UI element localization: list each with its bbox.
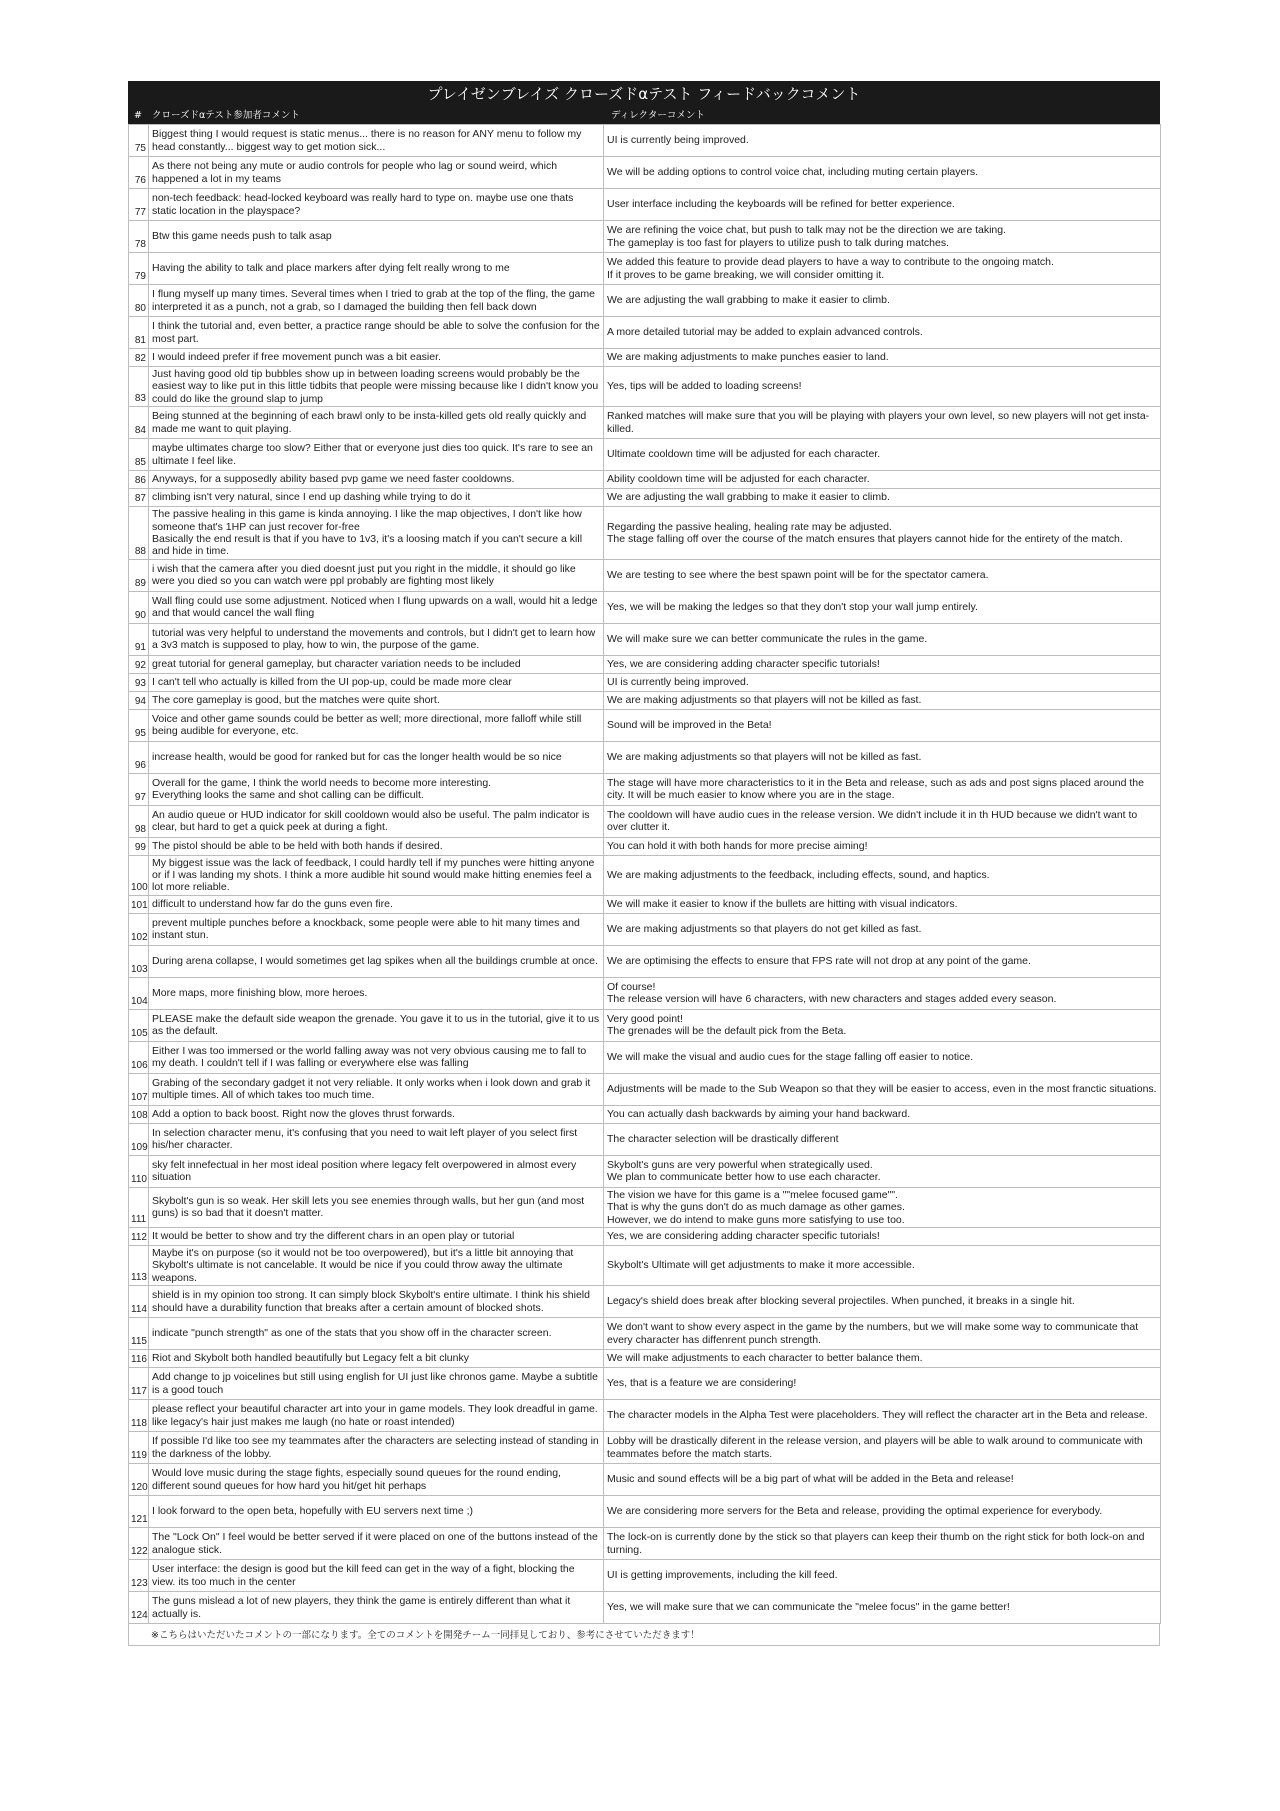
director-comment: We are adjusting the wall grabbing to make it easier to climb. bbox=[604, 489, 1161, 507]
table-row bbox=[129, 591, 1161, 623]
director-comment: Ultimate cooldown time will be adjusted for each character. bbox=[604, 439, 1161, 471]
participant-comment: The guns mislead a lot of new players, they think the game is entirely different than what it actually is. bbox=[149, 1592, 604, 1624]
participant-comment: I can't tell who actually is killed from the UI pop-up, could be made more clear bbox=[149, 673, 604, 691]
document-title: プレイゼンブレイズ クローズドαテスト フィードバックコメント bbox=[128, 81, 1160, 108]
table-row bbox=[129, 1368, 1161, 1400]
director-comment: We are making adjustments so that players will not be killed as fast. bbox=[604, 741, 1161, 773]
table-row bbox=[129, 1245, 1161, 1285]
footnote: ※こちらはいただいたコメントの一部になります。全てのコメントを開発チーム一同拝見しており、参考にさせていただきます！ bbox=[128, 1624, 1160, 1646]
director-column-header: ディレクターコメント bbox=[611, 110, 705, 121]
row-number: 102 bbox=[129, 913, 149, 945]
director-comment: The lock-on is currently done by the stick so that players can keep their thumb on the right stick for both lock-on and turning. bbox=[604, 1528, 1161, 1560]
participant-comment: More maps, more finishing blow, more heroes. bbox=[149, 977, 604, 1009]
row-number: 110 bbox=[129, 1155, 149, 1187]
table-row bbox=[129, 1496, 1161, 1528]
table-row bbox=[129, 1227, 1161, 1245]
participant-comment: An audio queue or HUD indicator for skill cooldown would also be useful. The palm indicator is clear, but hard to get a quick peek at during a fight. bbox=[149, 805, 604, 837]
row-number: 97 bbox=[129, 773, 149, 805]
row-number: 104 bbox=[129, 977, 149, 1009]
participant-comment: Riot and Skybolt both handled beautifully but Legacy felt a bit clunky bbox=[149, 1350, 604, 1368]
director-comment: We are testing to see where the best spawn point will be for the spectator camera. bbox=[604, 559, 1161, 591]
director-comment: Of course! The release version will have 6 characters, with new characters and stages added every season. bbox=[604, 977, 1161, 1009]
row-number: 89 bbox=[129, 559, 149, 591]
director-comment: We are optimising the effects to ensure that FPS rate will not drop at any point of the game. bbox=[604, 945, 1161, 977]
table-row bbox=[129, 709, 1161, 741]
director-comment: UI is currently being improved. bbox=[604, 125, 1161, 157]
participant-comment: The passive healing in this game is kinda annoying. I like the map objectives, I don't like how someone that's 1HP can just recover for-free Basically the end result is that if you have to 1v3, it's a loosing match if you can't secure a kill and hide in time. bbox=[149, 507, 604, 560]
table-row bbox=[129, 1155, 1161, 1187]
row-number: 106 bbox=[129, 1041, 149, 1073]
participant-comment: i wish that the camera after you died doesnt just put you right in the middle, it should go like were you died so you can watch were ppl probably are fighting most likely bbox=[149, 559, 604, 591]
participant-comment: Overall for the game, I think the world needs to become more interesting. Everything looks the same and shot calling can be difficult. bbox=[149, 773, 604, 805]
row-number: 83 bbox=[129, 367, 149, 407]
director-comment: We are making adjustments so that players will not be killed as fast. bbox=[604, 691, 1161, 709]
participant-comment: The "Lock On" I feel would be better served if it were placed on one of the buttons instead of the analogue stick. bbox=[149, 1528, 604, 1560]
row-number: 122 bbox=[129, 1528, 149, 1560]
participant-comment: Being stunned at the beginning of each brawl only to be insta-killed gets old really quickly and made me want to quit playing. bbox=[149, 407, 604, 439]
participant-comment: In selection character menu, it's confusing that you need to wait left player of you select first his/her character. bbox=[149, 1123, 604, 1155]
participant-comment: I would indeed prefer if free movement punch was a bit easier. bbox=[149, 349, 604, 367]
participant-comment: please reflect your beautiful character art into your in game models. They look dreadful in game. like legacy's hair just makes me laugh (no hate or roast intended) bbox=[149, 1400, 604, 1432]
director-comment: Lobby will be drastically diferent in the release version, and players will be able to walk around to communicate with teammates before the match starts. bbox=[604, 1432, 1161, 1464]
row-number: 115 bbox=[129, 1318, 149, 1350]
table-row bbox=[129, 1286, 1161, 1318]
table-row bbox=[129, 673, 1161, 691]
table-row bbox=[129, 471, 1161, 489]
table-row bbox=[129, 439, 1161, 471]
table-row bbox=[129, 1400, 1161, 1432]
row-number: 79 bbox=[129, 253, 149, 285]
participant-comment: Wall fling could use some adjustment. Noticed when I flung upwards on a wall, would hit a ledge and that would cancel the wall fling bbox=[149, 591, 604, 623]
director-comment: We will make it easier to know if the bullets are hitting with visual indicators. bbox=[604, 895, 1161, 913]
participant-comment: maybe ultimates charge too slow? Either that or everyone just dies too quick. It's rare to see an ultimate I feel like. bbox=[149, 439, 604, 471]
table-row bbox=[129, 977, 1161, 1009]
table-row bbox=[129, 559, 1161, 591]
table-row bbox=[129, 837, 1161, 855]
participant-comment: tutorial was very helpful to understand the movements and controls, but I didn't get to learn how a 3v3 match is supposed to play, how to win, the purpose of the game. bbox=[149, 623, 604, 655]
director-comment: We don't want to show every aspect in the game by the numbers, but we will make some way to communicate that every character has diffenrent punch strength. bbox=[604, 1318, 1161, 1350]
participant-comment: The core gameplay is good, but the matches were quite short. bbox=[149, 691, 604, 709]
row-number: 82 bbox=[129, 349, 149, 367]
director-comment: You can hold it with both hands for more precise aiming! bbox=[604, 837, 1161, 855]
row-number: 123 bbox=[129, 1560, 149, 1592]
number-column-header: # bbox=[134, 110, 142, 121]
director-comment: Music and sound effects will be a big part of what will be added in the Beta and release! bbox=[604, 1464, 1161, 1496]
row-number: 76 bbox=[129, 157, 149, 189]
director-comment: We are making adjustments so that players do not get killed as fast. bbox=[604, 913, 1161, 945]
director-comment: Very good point! The grenades will be the default pick from the Beta. bbox=[604, 1009, 1161, 1041]
table-row bbox=[129, 317, 1161, 349]
director-comment: Skybolt's Ultimate will get adjustments to make it more accessible. bbox=[604, 1245, 1161, 1285]
row-number: 99 bbox=[129, 837, 149, 855]
participant-comment: difficult to understand how far do the guns even fire. bbox=[149, 895, 604, 913]
participant-comment: increase health, would be good for ranked but for cas the longer health would be so nice bbox=[149, 741, 604, 773]
participant-comment: Biggest thing I would request is static menus... there is no reason for ANY menu to follow my head constantly... biggest way to get motion sick... bbox=[149, 125, 604, 157]
table-row bbox=[129, 1464, 1161, 1496]
row-number: 105 bbox=[129, 1009, 149, 1041]
row-number: 101 bbox=[129, 895, 149, 913]
participant-comment: Skybolt's gun is so weak. Her skill lets you see enemies through walls, but her gun (and most guns) is so bad that it doesn't matter. bbox=[149, 1187, 604, 1227]
participant-comment: User interface: the design is good but the kill feed can get in the way of a fight, blocking the view. its too much in the center bbox=[149, 1560, 604, 1592]
row-number: 113 bbox=[129, 1245, 149, 1285]
director-comment: Yes, we will make sure that we can communicate the "melee focus" in the game better! bbox=[604, 1592, 1161, 1624]
table-row bbox=[129, 349, 1161, 367]
director-comment: UI is currently being improved. bbox=[604, 673, 1161, 691]
participant-comment: Maybe it's on purpose (so it would not be too overpowered), but it's a little bit annoying that Skybolt's ultimate is not cancelable. It would be nice if you could throw away the ultimate weapons. bbox=[149, 1245, 604, 1285]
director-comment: Yes, tips will be added to loading screens! bbox=[604, 367, 1161, 407]
director-comment: UI is getting improvements, including the kill feed. bbox=[604, 1560, 1161, 1592]
director-comment: We will make the visual and audio cues for the stage falling off easier to notice. bbox=[604, 1041, 1161, 1073]
director-comment: Yes, we will be making the ledges so that they don't stop your wall jump entirely. bbox=[604, 591, 1161, 623]
participant-comment: non-tech feedback: head-locked keyboard was really hard to type on. maybe use one thats static location in the playspace? bbox=[149, 189, 604, 221]
director-comment: Regarding the passive healing, healing rate may be adjusted. The stage falling off over the course of the match ensures that players cannot hide for the entirety of the match. bbox=[604, 507, 1161, 560]
feedback-document bbox=[128, 81, 1160, 1646]
row-number: 94 bbox=[129, 691, 149, 709]
table-row bbox=[129, 253, 1161, 285]
director-comment: We are considering more servers for the Beta and release, providing the optimal experience for everybody. bbox=[604, 1496, 1161, 1528]
row-number: 103 bbox=[129, 945, 149, 977]
table-row bbox=[129, 489, 1161, 507]
participant-comment: Would love music during the stage fights, especially sound queues for the round ending, different sound queues for how hard you hit/get hit perhaps bbox=[149, 1464, 604, 1496]
participant-comment: Either I was too immersed or the world falling away was not very obvious causing me to fall to my death. I couldn't tell if I was falling or everywhere else was falling bbox=[149, 1041, 604, 1073]
director-comment: Adjustments will be made to the Sub Weapon so that they will be easier to access, even in the most franctic situations. bbox=[604, 1073, 1161, 1105]
director-comment: Ranked matches will make sure that you will be playing with players your own level, so new players will not get insta-killed. bbox=[604, 407, 1161, 439]
table-row bbox=[129, 1105, 1161, 1123]
row-number: 92 bbox=[129, 655, 149, 673]
table-row bbox=[129, 895, 1161, 913]
row-number: 93 bbox=[129, 673, 149, 691]
row-number: 108 bbox=[129, 1105, 149, 1123]
row-number: 88 bbox=[129, 507, 149, 560]
column-header-row bbox=[128, 108, 1160, 124]
director-comment: A more detailed tutorial may be added to explain advanced controls. bbox=[604, 317, 1161, 349]
table-row bbox=[129, 189, 1161, 221]
director-comment: The vision we have for this game is a ""melee focused game"". That is why the guns don't do as much damage as other games. However, we do intend to make guns more satisfying to use too. bbox=[604, 1187, 1161, 1227]
participant-comment: It would be better to show and try the different chars in an open play or tutorial bbox=[149, 1227, 604, 1245]
participant-comment: Add change to jp voicelines but still using english for UI just like chronos game. Maybe a subtitle is a good touch bbox=[149, 1368, 604, 1400]
participant-comment: I flung myself up many times. Several times when I tried to grab at the top of the fling, the game interpreted it as a punch, not a grab, so I damaged the building then fell back down bbox=[149, 285, 604, 317]
director-comment: We will be adding options to control voice chat, including muting certain players. bbox=[604, 157, 1161, 189]
participant-comment: prevent multiple punches before a knockback, some people were able to hit many times and instant stun. bbox=[149, 913, 604, 945]
director-comment: Legacy's shield does break after blocking several projectiles. When punched, it breaks in a single hit. bbox=[604, 1286, 1161, 1318]
row-number: 112 bbox=[129, 1227, 149, 1245]
row-number: 96 bbox=[129, 741, 149, 773]
director-comment: You can actually dash backwards by aiming your hand backward. bbox=[604, 1105, 1161, 1123]
participant-comment: I look forward to the open beta, hopefully with EU servers next time ;) bbox=[149, 1496, 604, 1528]
row-number: 95 bbox=[129, 709, 149, 741]
row-number: 118 bbox=[129, 1400, 149, 1432]
table-row bbox=[129, 623, 1161, 655]
participant-comment: Voice and other game sounds could be better as well; more directional, more falloff while still being audible for everyone, etc. bbox=[149, 709, 604, 741]
table-row bbox=[129, 407, 1161, 439]
table-row bbox=[129, 1318, 1161, 1350]
table-row bbox=[129, 1073, 1161, 1105]
row-number: 98 bbox=[129, 805, 149, 837]
row-number: 120 bbox=[129, 1464, 149, 1496]
row-number: 117 bbox=[129, 1368, 149, 1400]
table-row bbox=[129, 1560, 1161, 1592]
participant-comment: indicate "punch strength" as one of the stats that you show off in the character screen. bbox=[149, 1318, 604, 1350]
director-comment: Sound will be improved in the Beta! bbox=[604, 709, 1161, 741]
participant-comment: During arena collapse, I would sometimes get lag spikes when all the buildings crumble at once. bbox=[149, 945, 604, 977]
director-comment: We are making adjustments to make punches easier to land. bbox=[604, 349, 1161, 367]
table-row bbox=[129, 691, 1161, 709]
table-row bbox=[129, 285, 1161, 317]
table-row bbox=[129, 1187, 1161, 1227]
director-comment: The character models in the Alpha Test were placeholders. They will reflect the character art in the Beta and release. bbox=[604, 1400, 1161, 1432]
table-row bbox=[129, 855, 1161, 895]
row-number: 87 bbox=[129, 489, 149, 507]
participant-comment: sky felt innefectual in her most ideal position where legacy felt overpowered in almost every situation bbox=[149, 1155, 604, 1187]
director-comment: We will make sure we can better communicate the rules in the game. bbox=[604, 623, 1161, 655]
participant-comment: My biggest issue was the lack of feedback, I could hardly tell if my punches were hitting anyone or if I was landing my shots. I think a more audible hit sound would make hitting enemies feel a lot more reliable. bbox=[149, 855, 604, 895]
participant-comment: Btw this game needs push to talk asap bbox=[149, 221, 604, 253]
director-comment: User interface including the keyboards will be refined for better experience. bbox=[604, 189, 1161, 221]
table-row bbox=[129, 507, 1161, 560]
table-row bbox=[129, 741, 1161, 773]
row-number: 100 bbox=[129, 855, 149, 895]
row-number: 90 bbox=[129, 591, 149, 623]
row-number: 91 bbox=[129, 623, 149, 655]
row-number: 80 bbox=[129, 285, 149, 317]
table-row bbox=[129, 1592, 1161, 1624]
row-number: 111 bbox=[129, 1187, 149, 1227]
director-comment: We are adjusting the wall grabbing to make it easier to climb. bbox=[604, 285, 1161, 317]
table-row bbox=[129, 805, 1161, 837]
row-number: 119 bbox=[129, 1432, 149, 1464]
director-comment: The character selection will be drastically different bbox=[604, 1123, 1161, 1155]
participant-comment: Add a option to back boost. Right now the gloves thrust forwards. bbox=[149, 1105, 604, 1123]
participant-comment: I think the tutorial and, even better, a practice range should be able to solve the confusion for the most part. bbox=[149, 317, 604, 349]
participant-comment: Having the ability to talk and place markers after dying felt really wrong to me bbox=[149, 253, 604, 285]
table-row bbox=[129, 913, 1161, 945]
row-number: 84 bbox=[129, 407, 149, 439]
director-comment: The cooldown will have audio cues in the release version. We didn't include it in th HUD because we didn't want to over clutter it. bbox=[604, 805, 1161, 837]
row-number: 77 bbox=[129, 189, 149, 221]
director-comment: We are making adjustments to the feedback, including effects, sound, and haptics. bbox=[604, 855, 1161, 895]
participant-comment: As there not being any mute or audio controls for people who lag or sound weird, which happened a lot in my teams bbox=[149, 157, 604, 189]
row-number: 85 bbox=[129, 439, 149, 471]
director-comment: We added this feature to provide dead players to have a way to contribute to the ongoing match. If it proves to be game breaking, we will consider omitting it. bbox=[604, 253, 1161, 285]
row-number: 81 bbox=[129, 317, 149, 349]
director-comment: We will make adjustments to each character to better balance them. bbox=[604, 1350, 1161, 1368]
director-comment: Skybolt's guns are very powerful when strategically used. We plan to communicate better how to use each character. bbox=[604, 1155, 1161, 1187]
table-row bbox=[129, 125, 1161, 157]
table-row bbox=[129, 773, 1161, 805]
director-comment: The stage will have more characteristics to it in the Beta and release, such as ads and post signs placed around the city. It will be much easier to know where you are in the stage. bbox=[604, 773, 1161, 805]
table-row bbox=[129, 1041, 1161, 1073]
participant-comment: shield is in my opinion too strong. It can simply block Skybolt's entire ultimate. I think his shield should have a durability function that breaks after a certain amount of blocked shots. bbox=[149, 1286, 604, 1318]
participant-comment: climbing isn't very natural, since I end up dashing while trying to do it bbox=[149, 489, 604, 507]
director-comment: Yes, we are considering adding character specific tutorials! bbox=[604, 655, 1161, 673]
comment-column-header: クローズドαテスト参加者コメント bbox=[152, 110, 300, 121]
row-number: 78 bbox=[129, 221, 149, 253]
table-row bbox=[129, 157, 1161, 189]
participant-comment: Just having good old tip bubbles show up in between loading screens would probably be the easiest way to like put in this little tidbits that people were missing because like I didn't know you could do like the ground slap to jump bbox=[149, 367, 604, 407]
director-comment: We are refining the voice chat, but push to talk may not be the direction we are taking. The gameplay is too fast for players to utilize push to talk during matches. bbox=[604, 221, 1161, 253]
row-number: 107 bbox=[129, 1073, 149, 1105]
table-row bbox=[129, 1350, 1161, 1368]
row-number: 114 bbox=[129, 1286, 149, 1318]
director-comment: Ability cooldown time will be adjusted for each character. bbox=[604, 471, 1161, 489]
participant-comment: The pistol should be able to be held with both hands if desired. bbox=[149, 837, 604, 855]
row-number: 75 bbox=[129, 125, 149, 157]
row-number: 109 bbox=[129, 1123, 149, 1155]
director-comment: Yes, that is a feature we are considering! bbox=[604, 1368, 1161, 1400]
participant-comment: PLEASE make the default side weapon the grenade. You gave it to us in the tutorial, give it to us as the default. bbox=[149, 1009, 604, 1041]
participant-comment: great tutorial for general gameplay, but character variation needs to be included bbox=[149, 655, 604, 673]
director-comment: Yes, we are considering adding character specific tutorials! bbox=[604, 1227, 1161, 1245]
participant-comment: Anyways, for a supposedly ability based pvp game we need faster cooldowns. bbox=[149, 471, 604, 489]
row-number: 124 bbox=[129, 1592, 149, 1624]
feedback-table bbox=[128, 124, 1161, 1624]
table-row bbox=[129, 945, 1161, 977]
participant-comment: Grabing of the secondary gadget it not very reliable. It only works when i look down and grab it multiple times. All of which takes too much time. bbox=[149, 1073, 604, 1105]
table-row bbox=[129, 1432, 1161, 1464]
row-number: 86 bbox=[129, 471, 149, 489]
table-row bbox=[129, 1009, 1161, 1041]
row-number: 121 bbox=[129, 1496, 149, 1528]
table-row bbox=[129, 655, 1161, 673]
table-row bbox=[129, 221, 1161, 253]
table-row bbox=[129, 1528, 1161, 1560]
table-row bbox=[129, 1123, 1161, 1155]
row-number: 116 bbox=[129, 1350, 149, 1368]
participant-comment: If possible I'd like too see my teammates after the characters are selecting instead of standing in the darkness of the lobby. bbox=[149, 1432, 604, 1464]
table-row bbox=[129, 367, 1161, 407]
